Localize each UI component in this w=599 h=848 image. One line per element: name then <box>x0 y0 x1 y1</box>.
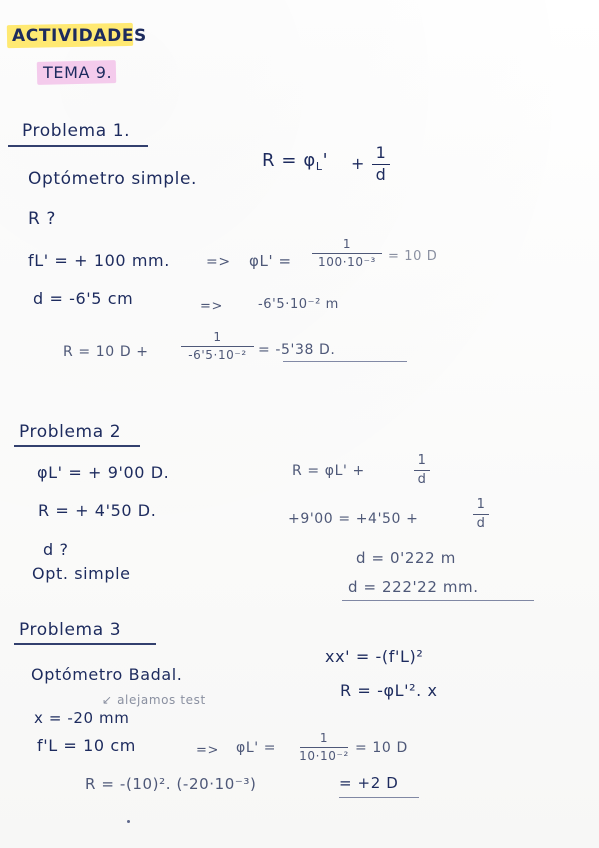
problem-3-equation-2: R = -φL'². x <box>340 681 438 700</box>
phi-denominator: 100·10⁻³ <box>318 255 376 269</box>
problem-1-distance: d = -6'5 cm <box>33 289 134 308</box>
problem-3-x-line: x = -20 mm <box>34 709 130 727</box>
problem-3-phi: φL' = <box>236 740 277 756</box>
problem-3-note: ↙ alejamos test <box>102 693 206 707</box>
r-numerator: 1 <box>213 330 222 344</box>
problem-3-focal: f'L = 10 cm <box>37 736 136 755</box>
ink-dot <box>127 820 130 823</box>
problem-2-phi: φL' = + 9'00 D. <box>37 463 170 482</box>
p2-substitution-denominator: d <box>476 516 486 531</box>
problem-3-underline <box>14 643 156 645</box>
problem-2-formula-lhs: R = φL' + <box>292 463 365 479</box>
formula-plus: + <box>351 154 366 173</box>
problem-3-instrument: Optómetro Badal. <box>31 665 183 684</box>
problem-2-underline <box>14 445 140 447</box>
formula-lhs: R = φ <box>262 150 316 171</box>
problem-2-result-meters: d = 0'222 m <box>356 549 456 567</box>
problem-3-arrow: => <box>196 743 219 758</box>
problem-1-formula <box>262 152 328 172</box>
problem-3-r-result: = +2 D <box>339 774 399 792</box>
problem-1-distance-converted: -6'5·10⁻² m <box>258 297 339 312</box>
formula-subscript: L <box>315 160 323 173</box>
problem-2-ask: d ? <box>43 540 69 559</box>
problem-1-phi-result: = 10 D <box>388 249 438 264</box>
problem-3-phi-result: = 10 D <box>355 740 408 756</box>
problem-2-heading: Problema 2 <box>19 422 122 442</box>
p2-substitution-numerator: 1 <box>476 497 486 512</box>
problem-3-equation-1: xx' = -(f'L)² <box>325 647 424 666</box>
problem-3-result-underline <box>339 797 419 798</box>
problem-1-instrument: Optómetro simple. <box>28 169 198 189</box>
page-title: ACTIVIDADES <box>12 26 147 46</box>
problem-1-result-underline <box>283 361 407 362</box>
problem-1-ask: R ? <box>28 209 57 229</box>
problem-3-heading: Problema 3 <box>19 620 122 640</box>
p3-phi-denominator: 10·10⁻² <box>299 749 349 763</box>
phi-numerator: 1 <box>342 237 352 251</box>
problem-2-formula-fraction <box>414 454 430 486</box>
formula-prime: ' <box>322 150 329 171</box>
fraction-denominator: d <box>375 165 387 184</box>
problem-1-underline <box>8 145 148 147</box>
formula-fraction <box>372 145 390 183</box>
phi-fraction-bar <box>312 253 382 254</box>
problem-2-substitution-fraction <box>473 498 489 530</box>
fraction-numerator: 1 <box>375 143 387 162</box>
problem-2-result-mm: d = 222'22 mm. <box>348 578 479 596</box>
p3-phi-numerator: 1 <box>319 731 329 745</box>
r-fraction-bar <box>181 346 254 347</box>
r-denominator: -6'5·10⁻² <box>188 348 247 362</box>
problem-1-r-result: = -5'38 D. <box>258 342 336 358</box>
problem-1-arrow-2: => <box>200 299 223 314</box>
problem-1-arrow-1: => <box>206 254 231 270</box>
p3-phi-bar <box>300 747 348 748</box>
problem-2-result-underline <box>342 600 534 601</box>
problem-1-phi-fraction <box>312 238 382 268</box>
problem-1-r-lhs: R = 10 D + <box>63 344 149 360</box>
p2-formula-bar <box>414 470 430 471</box>
p2-formula-numerator: 1 <box>417 453 427 468</box>
problem-1-focal: fL' = + 100 mm. <box>28 251 170 270</box>
problem-2-r: R = + 4'50 D. <box>38 501 157 520</box>
problem-2-instrument: Opt. simple <box>32 564 131 583</box>
problem-1-r-fraction <box>181 331 254 361</box>
p2-formula-denominator: d <box>417 472 427 487</box>
problem-3-r-line: R = -(10)². (-20·10⁻³) <box>85 775 257 793</box>
p2-substitution-bar <box>473 514 489 515</box>
problem-1-heading: Problema 1. <box>22 121 131 141</box>
problem-3-phi-fraction <box>300 732 348 762</box>
page-subtitle: TEMA 9. <box>43 63 113 82</box>
problem-2-substitution-lhs: +9'00 = +4'50 + <box>288 511 419 527</box>
problem-1-phi: φL' = <box>249 252 292 270</box>
